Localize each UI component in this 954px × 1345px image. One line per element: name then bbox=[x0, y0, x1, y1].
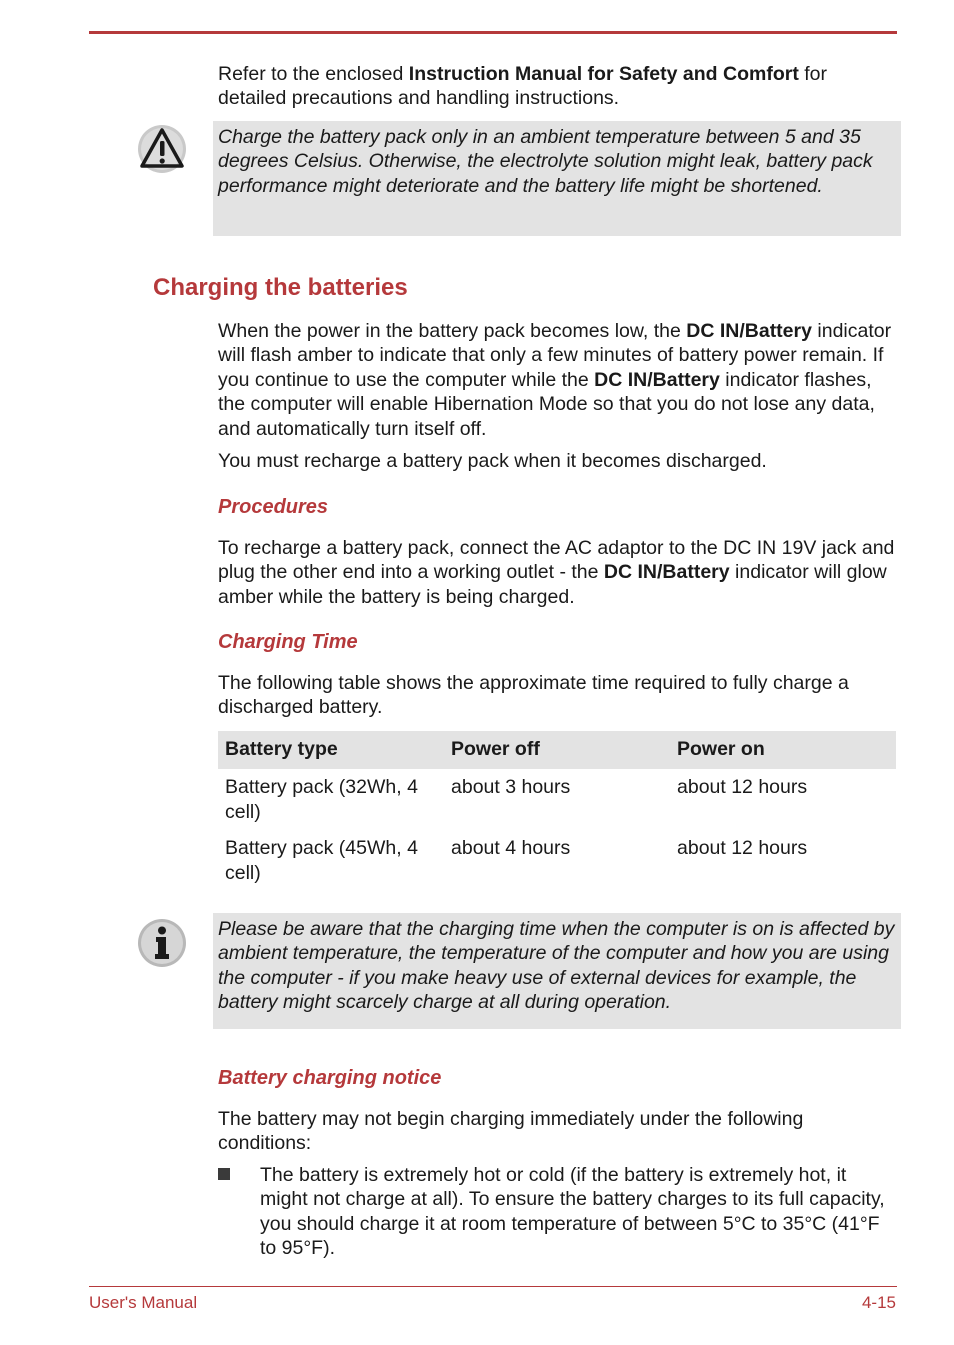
info-icon bbox=[137, 918, 187, 968]
bullet-square-icon bbox=[218, 1168, 230, 1180]
info-note-text: Please be aware that the charging time when the computer is on is affected by ambient temperature, the temperature of the computer and how you are using the computer - if you make heavy use of external devices for example, the battery might scarcely charge at all during operation. bbox=[218, 918, 895, 1014]
notice-intro: The battery may not begin charging immediately under the following conditions: bbox=[218, 1108, 804, 1155]
column-header: Power on bbox=[670, 731, 896, 769]
footer-rule bbox=[89, 1286, 897, 1287]
charging-time-table bbox=[218, 731, 896, 891]
table-header-row bbox=[218, 731, 896, 769]
procedures-heading: Procedures bbox=[218, 496, 329, 518]
info-note bbox=[213, 913, 901, 1029]
table-cell: about 3 hours bbox=[451, 776, 571, 799]
recharge-paragraph: You must recharge a battery pack when it becomes discharged. bbox=[218, 450, 767, 472]
page-number: 4-15 bbox=[861, 1293, 896, 1312]
table-cell: Battery pack (45Wh, 4 cell) bbox=[225, 837, 418, 884]
warning-icon bbox=[137, 124, 187, 174]
footer-title: User's Manual bbox=[89, 1293, 198, 1312]
column-header: Power off bbox=[444, 731, 670, 769]
list-item: The battery is extremely hot or cold (if the battery is extremely hot, it might not charge at all). To ensure the battery charges to its full capacity, you should charge it at room temperature of between 5°C to 35°C (41°F to 95°F). bbox=[260, 1164, 885, 1260]
column-header: Battery type bbox=[218, 731, 444, 769]
table-cell: about 12 hours bbox=[677, 837, 808, 860]
table-cell: Battery pack (32Wh, 4 cell) bbox=[225, 776, 418, 823]
warning-note bbox=[213, 121, 901, 236]
power-low-paragraph: When the power in the battery pack becomes low, the DC IN/Battery indicator will flash amber to indicate that only a few minutes of battery power remain. If you continue to use the computer while the DC IN/Battery indicator flashes, the computer will enable Hibernation Mode so that you do not lose any data, and automatically turn itself off. bbox=[218, 320, 892, 440]
header-rule bbox=[89, 31, 897, 34]
intro-paragraph: Refer to the enclosed Instruction Manual for Safety and Comfort for detailed precautions and handling instructions. bbox=[218, 63, 828, 110]
battery-charging-notice-heading: Battery charging notice bbox=[218, 1067, 442, 1089]
table-row bbox=[218, 769, 896, 830]
section-title: Charging the batteries bbox=[153, 274, 408, 301]
table-row bbox=[218, 830, 896, 891]
warning-note-text: Charge the battery pack only in an ambient temperature between 5 and 35 degrees Celsius. Otherwise, the electrolyte solution might leak, battery pack performance might deteriorate and the battery life might be shortened. bbox=[218, 126, 873, 197]
table-cell: about 12 hours bbox=[677, 776, 808, 799]
charging-time-heading: Charging Time bbox=[218, 631, 358, 653]
procedures-paragraph: To recharge a battery pack, connect the AC adaptor to the DC IN 19V jack and plug the other end into a working outlet - the DC IN/Battery indicator will glow amber while the battery is being charged. bbox=[218, 537, 895, 608]
charging-time-intro: The following table shows the approximate time required to fully charge a discharged battery. bbox=[218, 672, 849, 719]
table-cell: about 4 hours bbox=[451, 837, 571, 860]
